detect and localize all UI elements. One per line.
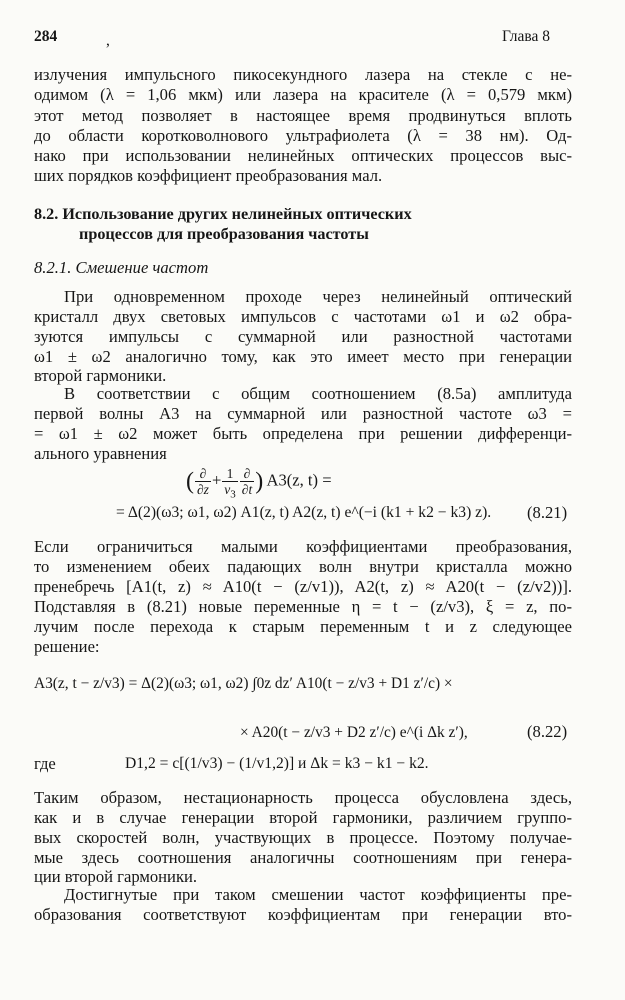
text-line: Достигнутые при таком смешении частот коэффициенты пре- bbox=[64, 885, 572, 904]
where-definition: D1,2 = c[(1/v3) − (1/v1,2)] и Δk = k3 − k1 − k2. bbox=[125, 755, 429, 772]
equation-8-21-line2: = Δ(2)(ω3; ω1, ω2) A1(z, t) A2(z, t) e^(−i (k1 + k2 − k3) z). bbox=[116, 504, 492, 521]
where-label: где bbox=[34, 754, 56, 773]
text-line: одимом (λ = 1,06 мкм) или лазера на красителе (λ = 0,579 мкм) bbox=[34, 85, 572, 104]
text-line: второй гармоники. bbox=[34, 366, 167, 385]
text-line: то изменением обеих падающих волн внутри кристалла можно bbox=[34, 557, 572, 576]
subsection-heading bbox=[34, 258, 208, 278]
text-line: ции второй гармоники. bbox=[34, 867, 198, 886]
text-line: излучения импульсного пикосекундного лазера на стекле с не- bbox=[34, 65, 572, 84]
text-line: В соответствии с общим соотношением (8.5а) амплитуда bbox=[64, 384, 572, 403]
text-line: первой волны A3 на суммарной или разностной частоте ω3 = bbox=[34, 404, 572, 423]
page-number: 284 bbox=[34, 28, 58, 45]
text-line: зуются импульсы с суммарной или разностной частотами bbox=[34, 327, 572, 346]
subsection-number: 8.2.1. bbox=[34, 258, 72, 277]
text-line: ω1 ± ω2 аналогично тому, как это имеет место при генерации bbox=[34, 347, 572, 366]
text-line: решение: bbox=[34, 637, 100, 656]
section-number: 8.2. bbox=[34, 205, 59, 223]
text-line: до области коротковолнового ультрафиолета (λ = 38 нм). Од- bbox=[34, 126, 572, 145]
text-line: вых скоростей волн, участвующих в процессе. Поэтому получае- bbox=[34, 828, 572, 847]
stray-mark: , bbox=[106, 32, 110, 49]
text-line: Подставляя в (8.21) новые переменные η = t − (z/v3), ξ = z, по- bbox=[34, 597, 572, 616]
text-line: ших порядков коэффициент преобразования мал. bbox=[34, 166, 383, 185]
text-line: = ω1 ± ω2 может быть определена при решении дифференци- bbox=[34, 424, 572, 443]
text-line: лучим после перехода к старым переменным t и z следующее bbox=[34, 617, 572, 636]
text-line: этот метод позволяет в настоящее время продвинуться вплоть bbox=[34, 106, 572, 125]
section-title-line2: процессов для преобразования частоты bbox=[79, 225, 369, 243]
text-line: кристалл двух световых импульсов с частотами ω1 и ω2 обра- bbox=[34, 307, 572, 326]
section-heading bbox=[34, 204, 412, 224]
equation-8-22-line1: A3(z, t − z/v3) = Δ(2)(ω3; ω1, ω2) ∫0z dz′ A10(t − z/v3 + D1 z′/c) × bbox=[34, 675, 453, 692]
section-title-line1: Использование других нелинейных оптических bbox=[62, 205, 412, 223]
text-line: мые здесь соотношения аналогичны соотношениям при генера- bbox=[34, 848, 572, 867]
equation-number-8-22: (8.22) bbox=[527, 722, 568, 741]
text-line: При одновременном проходе через нелинейный оптический bbox=[64, 287, 572, 306]
text-line: образования соответствуют коэффициентам при генерации вто- bbox=[34, 905, 572, 924]
text-line: пренебречь [A1(t, z) ≈ A10(t − (z/v1)), A2(t, z) ≈ A20(t − (z/v2))]. bbox=[34, 577, 572, 596]
equation-8-21-line1: ( $\frac{\partial}{\partial z}$ + $\frac{1}{v_3}$ $\frac{\partial}{\partial t}$ ) A3(z, t) = bbox=[186, 466, 332, 501]
equation-8-22-line2: × A20(t − z/v3 + D2 z′/c) e^(i Δk z′), bbox=[240, 724, 468, 741]
text-line: нако при использовании нелинейных оптических процессов выс- bbox=[34, 146, 572, 165]
text-line: как и в случае генерации второй гармоники, различием группо- bbox=[34, 808, 572, 827]
subsection-title: Смешение частот bbox=[75, 258, 209, 277]
text-line: ального уравнения bbox=[34, 444, 167, 463]
equation-8-21-lhs: A3(z, t) = bbox=[266, 470, 332, 490]
chapter-label: Глава 8 bbox=[502, 28, 551, 45]
text-line: Таким образом, нестационарность процесса обусловлена здесь, bbox=[34, 788, 572, 807]
equation-number-8-21: (8.21) bbox=[527, 503, 568, 522]
text-line: Если ограничиться малыми коэффициентами преобразования, bbox=[34, 537, 572, 556]
